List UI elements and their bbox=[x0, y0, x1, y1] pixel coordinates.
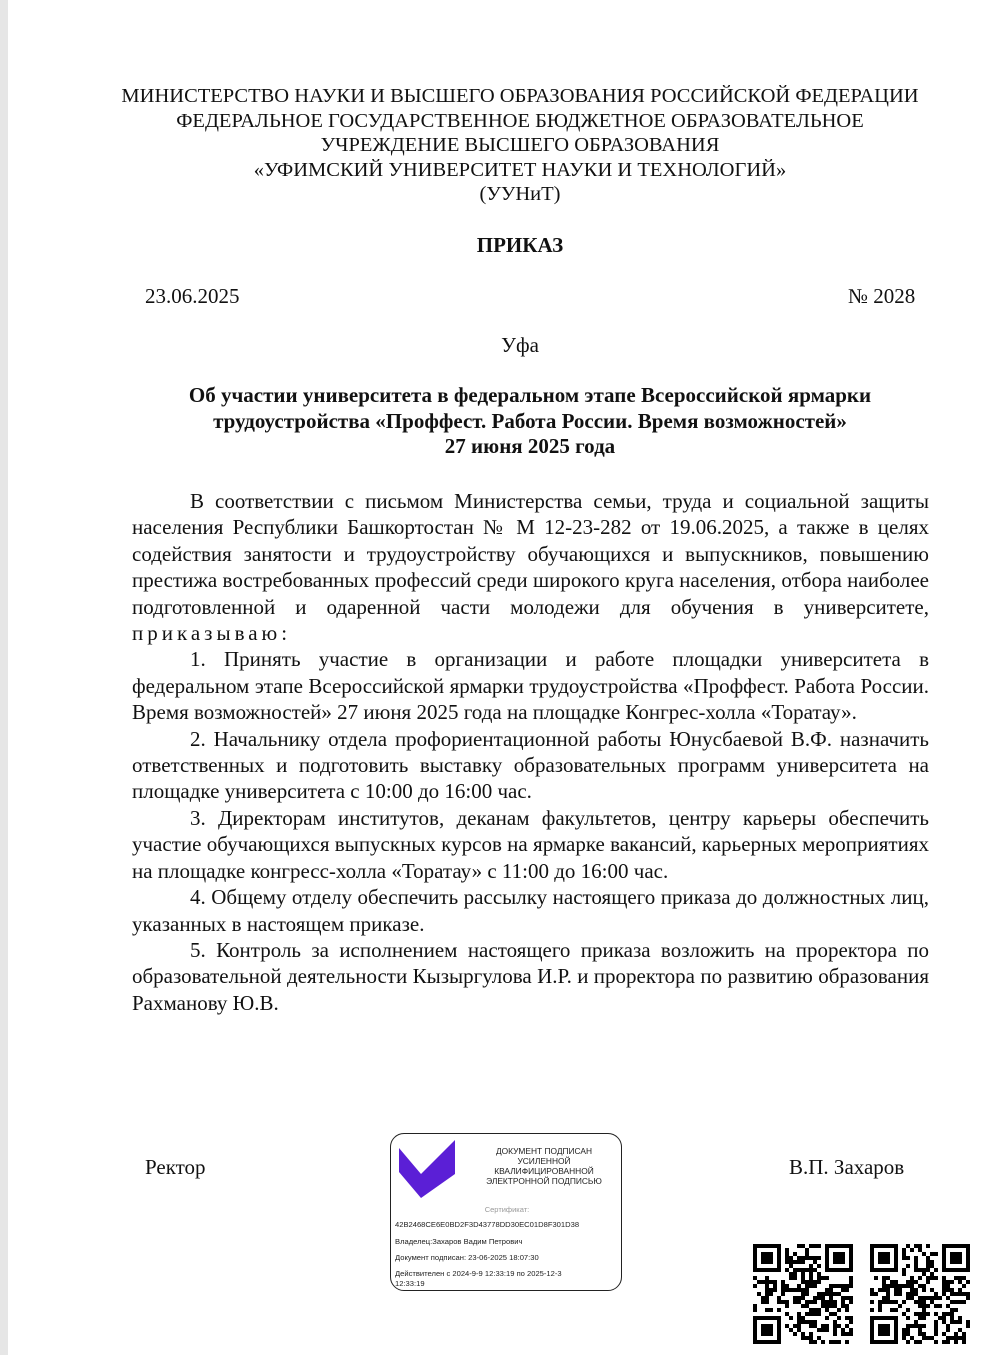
electronic-signature-stamp bbox=[390, 1133, 622, 1291]
order-word: приказываю bbox=[132, 621, 282, 646]
title-line: трудоустройства «Проффест. Работа России. Время возможностей» bbox=[213, 408, 847, 433]
header-line: МИНИСТЕРСТВО НАУКИ И ВЫСШЕГО ОБРАЗОВАНИЯ РОССИЙСКОЙ ФЕДЕРАЦИИ bbox=[121, 85, 919, 107]
certificate-id: 42B2468CE6E0BD2F3D43778DD30EC01D8F301D38 bbox=[395, 1220, 580, 1229]
validity-line: Действителен с 2024-9-9 12:33:19 по 2025-12-3 bbox=[395, 1269, 562, 1278]
document-number: № 2028 bbox=[848, 284, 916, 308]
document-body bbox=[132, 488, 929, 1016]
stamp-title-line: КВАЛИФИЦИРОВАННОЙ bbox=[494, 1166, 594, 1176]
document-title bbox=[110, 383, 950, 460]
stamp-title bbox=[469, 1146, 619, 1186]
document-type: ПРИКАЗ bbox=[476, 233, 564, 257]
signatory-position: Ректор bbox=[145, 1155, 206, 1179]
order-item: 2. Начальнику отдела профориентационной работы Юнусбаевой В.Ф. назначить ответственных и подготовить выставку образовательных программ университета на площадке университета с 10:00 до 16:00 час. bbox=[132, 726, 929, 804]
order-item: 1. Принять участие в организации и работе площадки университета в федеральном этапе Всероссийской ярмарки трудоустройства «Проффест. Работа России. Время возможностей» 27 июня 2025 года на площадке Конгрес-холла «Торатау». bbox=[132, 647, 929, 725]
intro-text: В соответствии с письмом Министерства семьи, труда и социальной защиты населения Республики Башкортостан № М 12-23-282 от 19.06.2025, а также в целях содействия занятости и трудоустройству обучающихся и выпускников, повышению престижа востребованных профессий среди широкого круга населения, отбора наиболее подготовленной и одаренной части молодежи для обучения в университете, bbox=[132, 489, 929, 619]
certificate-label: Сертификат: bbox=[484, 1205, 530, 1214]
qr-code-icon bbox=[753, 1244, 853, 1344]
order-item: 4. Общему отделу обеспечить рассылку настоящего приказа до должностных лиц, указанных в настоящем приказе. bbox=[132, 885, 929, 936]
title-line: 27 июня 2025 года bbox=[444, 434, 616, 458]
validity-period bbox=[395, 1269, 619, 1288]
validity-line: 12:33:19 bbox=[395, 1278, 425, 1288]
stamp-title-line: ЭЛЕКТРОННОЙ ПОДПИСЬЮ bbox=[486, 1176, 602, 1186]
header-line: (УУНиТ) bbox=[479, 183, 561, 205]
order-item: 3. Директорам институтов, деканам факультетов, центру карьеры обеспечить участие обучающихся выпускных курсов на ярмарке вакансий, карьерных мероприятиях на площадке конгресс-холла «Торатау» с 11:00 до 16:00 час. bbox=[132, 805, 929, 883]
scan-left-edge bbox=[0, 0, 8, 1355]
certificate-owner: Владелец:Захаров Вадим Петрович bbox=[395, 1237, 523, 1246]
title-line: Об участии университета в федеральном этапе Всероссийской ярмарки bbox=[188, 383, 872, 407]
document-date: 23.06.2025 bbox=[145, 284, 240, 308]
stamp-title-line: УСИЛЕННОЙ bbox=[517, 1156, 571, 1166]
stamp-title-line: ДОКУМЕНТ ПОДПИСАН bbox=[495, 1146, 593, 1156]
qr-code-icon bbox=[870, 1244, 970, 1344]
intro-paragraph bbox=[132, 488, 929, 646]
organization-header bbox=[60, 84, 980, 207]
header-line: УЧРЕЖДЕНИЕ ВЫСШЕГО ОБРАЗОВАНИЯ bbox=[320, 134, 720, 156]
signed-datetime: Документ подписан: 23-06-2025 18:07:30 bbox=[395, 1253, 539, 1262]
document-city: Уфа bbox=[501, 333, 539, 357]
header-line: ФЕДЕРАЛЬНОЕ ГОСУДАРСТВЕННОЕ БЮДЖЕТНОЕ ОБРАЗОВАТЕЛЬНОЕ bbox=[176, 109, 864, 132]
signatory-name: В.П. Захаров bbox=[789, 1155, 905, 1179]
order-item: 5. Контроль за исполнением настоящего приказа возложить на проректора по образовательной деятельности Кызыргулова И.Р. и проректора по развитию образования Рахманову Ю.В. bbox=[132, 937, 929, 1015]
order-colon: : bbox=[281, 621, 288, 646]
header-line: «УФИМСКИЙ УНИВЕРСИТЕТ НАУКИ И ТЕХНОЛОГИЙ» bbox=[253, 158, 787, 181]
university-logo-icon bbox=[395, 1138, 459, 1198]
